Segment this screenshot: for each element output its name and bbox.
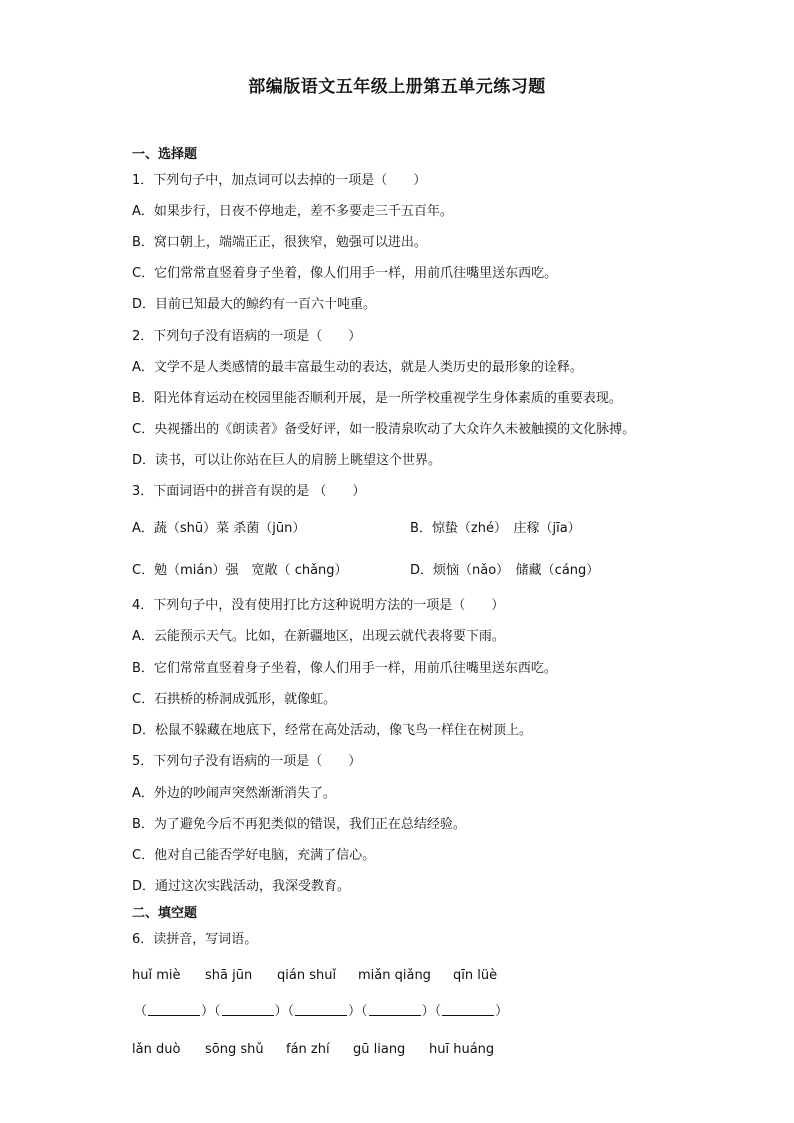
q2-option-a[interactable]: A．文学不是人类感情的最丰富最生动的表达，就是人类历史的最形象的诠释。 [132, 360, 583, 375]
q5-option-d[interactable]: D．通过这次实践活动，我深受教育。 [132, 879, 351, 894]
answer-blank[interactable] [148, 1003, 200, 1016]
q2-option-c[interactable]: C．央视播出的《朗读者》备受好评，如一股清泉吹动了大众许久未被触摸的文化脉搏。 [132, 422, 636, 437]
q3-option-b[interactable]: B．惊蛰（zhé） 庄稼（jīa） [410, 521, 581, 536]
q2-stem: 2．下列句子没有语病的一项是（ ） [132, 329, 362, 344]
q2-option-d[interactable]: D．读书，可以让你站在巨人的肩膀上眺望这个世界。 [132, 453, 442, 468]
answer-blank[interactable] [442, 1003, 494, 1016]
q3-stem: 3．下面词语中的拼音有误的是 （ ） [132, 484, 366, 499]
pinyin-item: qián shuǐ [277, 968, 337, 983]
pinyin-item: lǎn duò [132, 1042, 181, 1057]
q1-option-c[interactable]: C．它们常常直竖着身子坐着，像人们用手一样，用前爪往嘴里送东西吃。 [132, 266, 558, 281]
pinyin-item: miǎn qiǎng [358, 968, 431, 983]
answer-blank[interactable] [369, 1003, 421, 1016]
q4-option-b[interactable]: B．它们常常直竖着身子坐着，像人们用手一样，用前爪往嘴里送东西吃。 [132, 661, 557, 676]
q5-option-c[interactable]: C．他对自己能否学好电脑，充满了信心。 [132, 848, 376, 863]
q4-option-c[interactable]: C．石拱桥的桥洞成弧形，就像虹。 [132, 692, 337, 707]
page-title: 部编版语文五年级上册第五单元练习题 [248, 77, 546, 97]
section-heading-choice: 一、选择题 [132, 147, 198, 162]
q4-option-d[interactable]: D．松鼠不躲藏在地底下，经常在高处活动，像飞鸟一样住在树顶上。 [132, 723, 533, 738]
answer-blank[interactable] [295, 1003, 347, 1016]
pinyin-item: huǐ miè [132, 968, 181, 983]
pinyin-item: fán zhí [286, 1042, 330, 1057]
q6-stem: 6．读拼音，写词语。 [132, 932, 258, 947]
q3-option-d[interactable]: D．烦恼（nǎo） 储藏（cáng） [410, 563, 600, 578]
q3-option-c[interactable]: C．勉（mián）强 宽敞（ chǎng） [132, 563, 348, 578]
q6-pinyin-row-1 [132, 967, 497, 985]
pinyin-item: shā jūn [205, 968, 253, 983]
q1-option-d[interactable]: D．目前已知最大的鲸约有一百六十吨重。 [132, 297, 377, 312]
q4-option-a[interactable]: A．云能预示天气。比如，在新疆地区，出现云就代表将要下雨。 [132, 629, 505, 644]
pinyin-item: qīn lüè [453, 968, 498, 983]
q1-stem: 1．下列句子中，加点词可以去掉的一项是（ ） [132, 173, 427, 188]
q1-option-a[interactable]: A．如果步行，日夜不停地走，差不多要走三千五百年。 [132, 204, 453, 219]
q3-option-a[interactable]: A．蔬（shū）菜 杀菌（jūn） [132, 521, 306, 536]
q4-stem: 4．下列句子中，没有使用打比方这种说明方法的一项是（ ） [132, 598, 505, 613]
q5-option-b[interactable]: B．为了避免今后不再犯类似的错误，我们正在总结经验。 [132, 817, 466, 832]
pinyin-item: gū liang [353, 1042, 406, 1057]
q6-pinyin-row-2 [132, 1041, 494, 1059]
q5-option-a[interactable]: A．外边的吵闹声突然渐渐消失了。 [132, 786, 336, 801]
q1-option-b[interactable]: B．窝口朝上，端端正正，很狭窄，勉强可以进出。 [132, 235, 427, 250]
pinyin-item: sōng shǔ [205, 1042, 264, 1057]
pinyin-item: huī huáng [429, 1042, 495, 1057]
q5-stem: 5．下列句子没有语病的一项是（ ） [132, 754, 362, 769]
section-heading-fill: 二、填空题 [132, 906, 198, 921]
q6-answer-blanks-row: （ ）（ ）（ ）（ ）（ ） [134, 1004, 509, 1019]
q2-option-b[interactable]: B．阳光体育运动在校园里能否顺利开展，是一所学校重视学生身体素质的重要表现。 [132, 391, 622, 406]
answer-blank[interactable] [222, 1003, 274, 1016]
